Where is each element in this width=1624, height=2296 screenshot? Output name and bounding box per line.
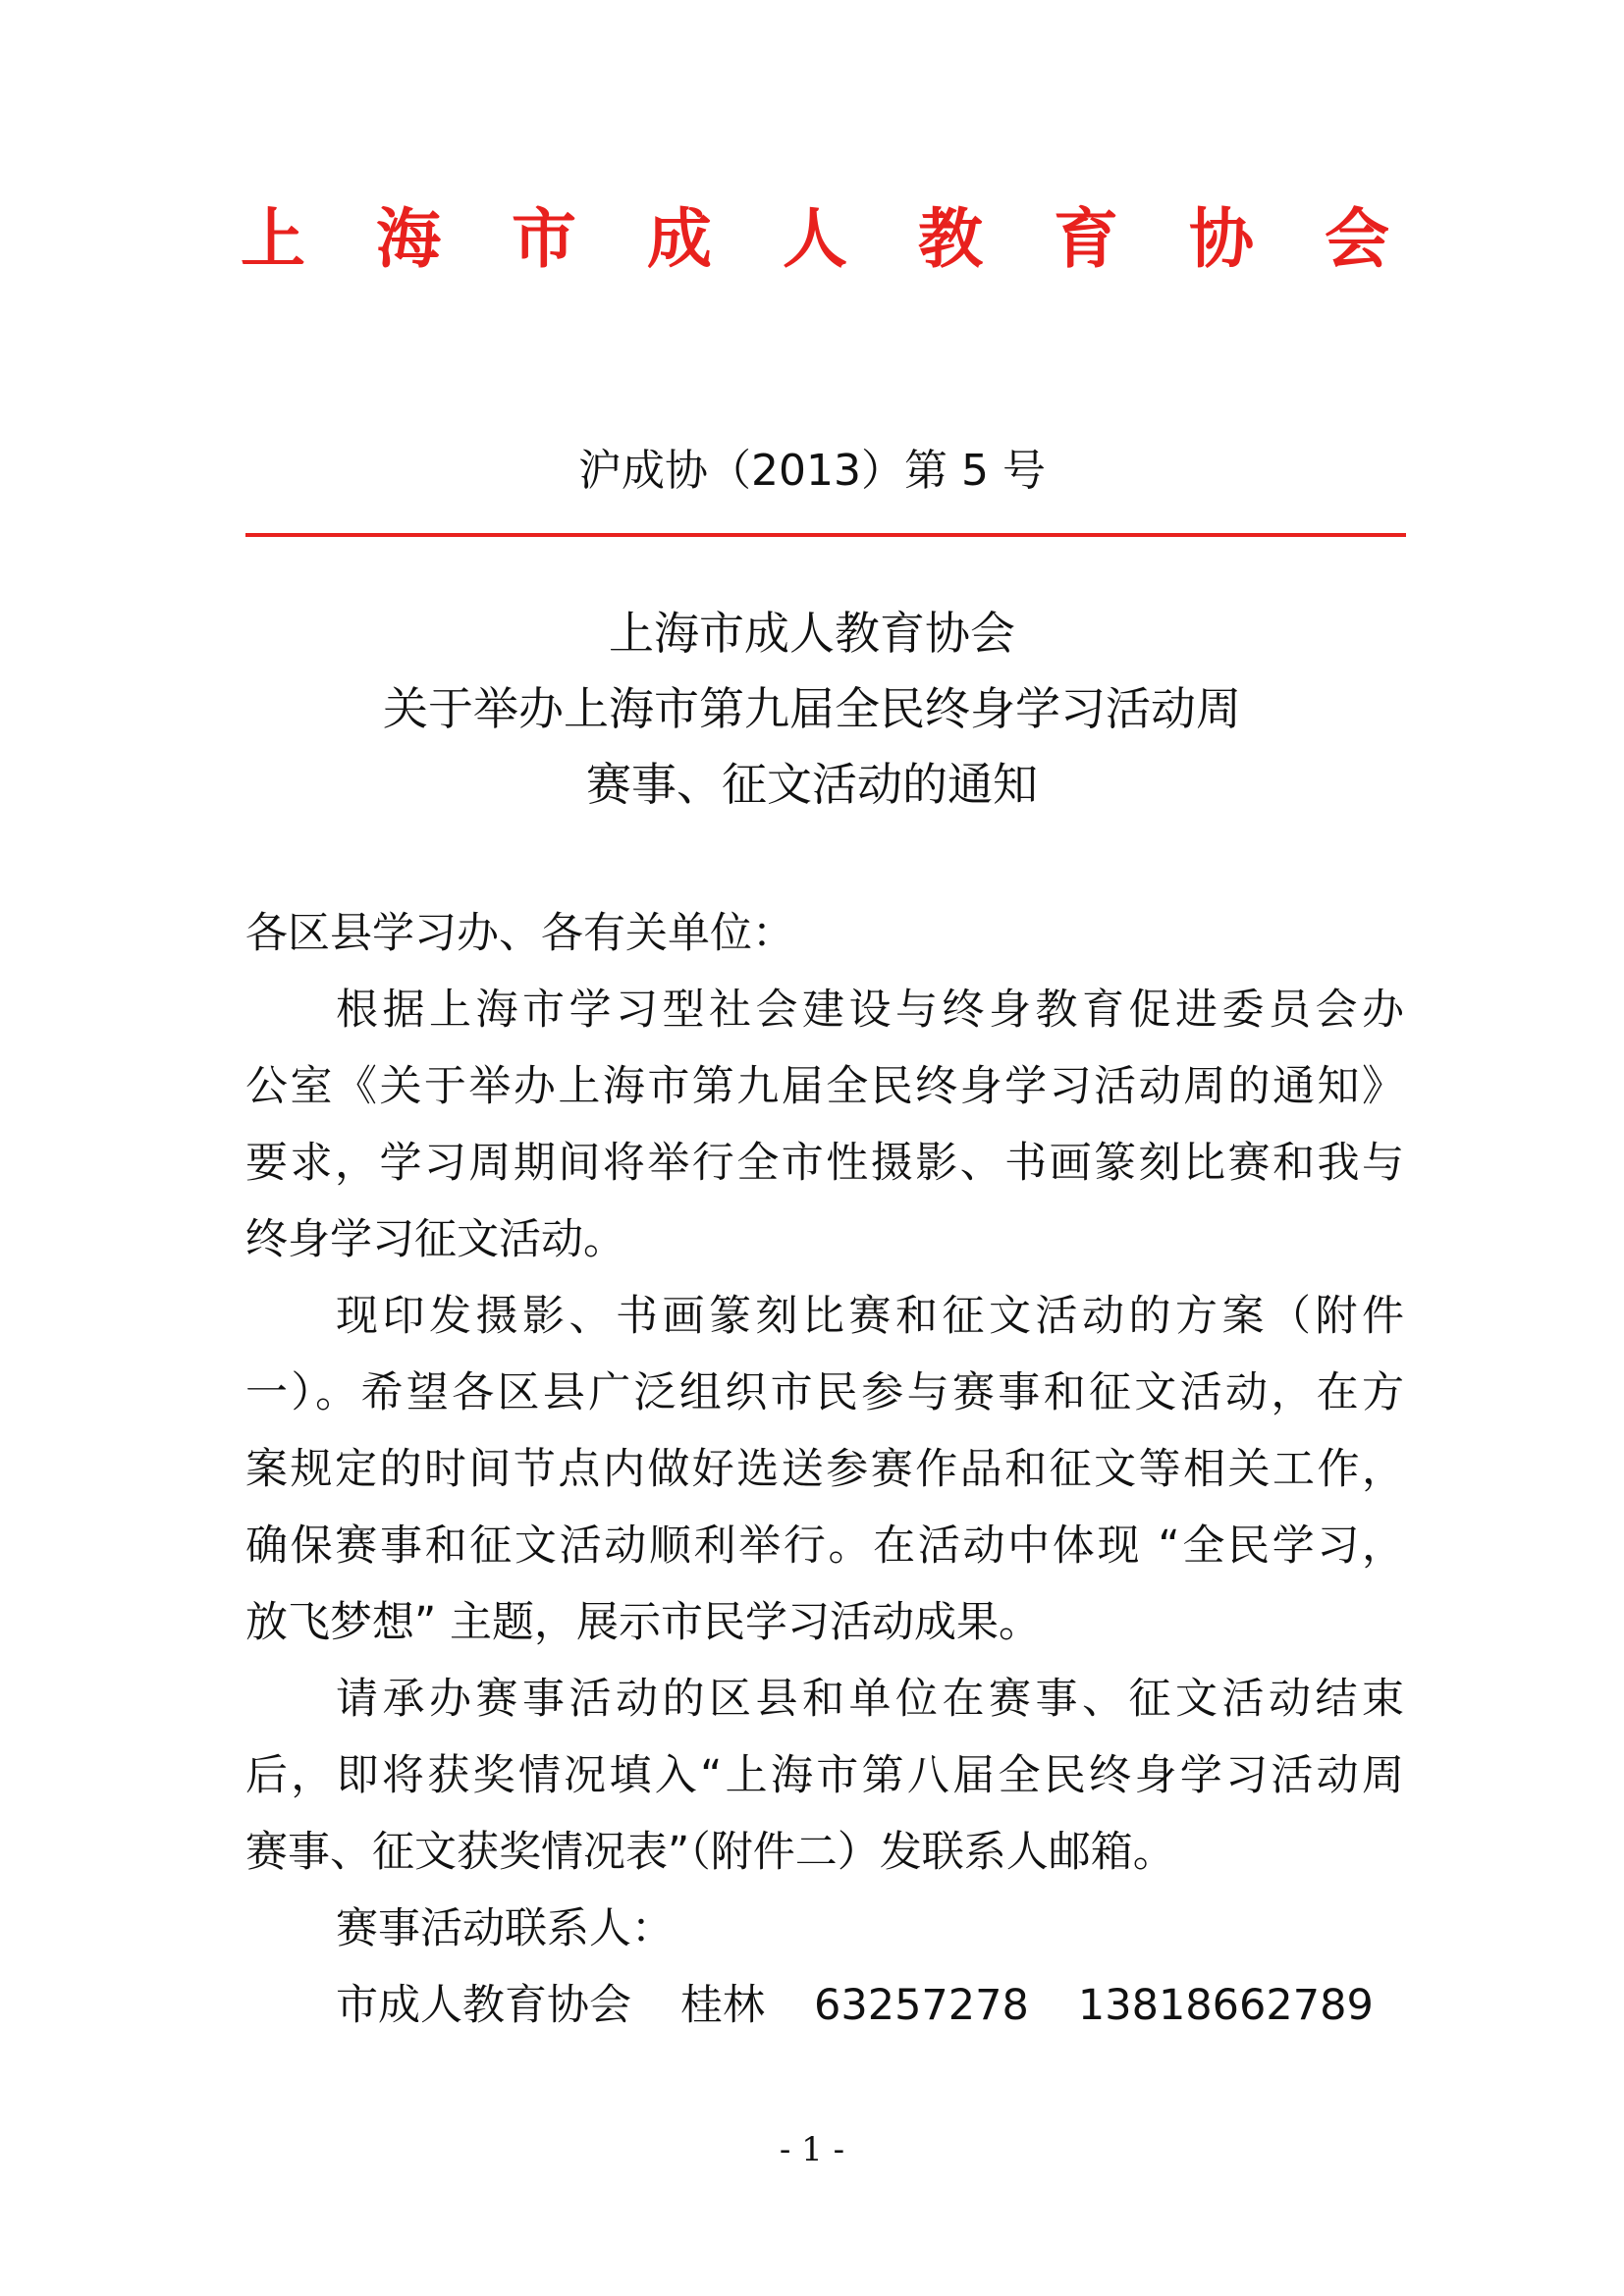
paragraph-1-line: 根据上海市学习型社会建设与终身教育促进委员会办 <box>336 986 1404 1035</box>
header-char: 教 <box>918 200 983 277</box>
title-line-1: 上海市成人教育协会 <box>609 607 1015 660</box>
paragraph-1-line: 公室《关于举办上海市第九届全民终身学习活动周的通知》 <box>245 1062 1404 1111</box>
paragraph-2-line: 放飞梦想” 主题，展示市民学习活动成果。 <box>245 1598 1041 1647</box>
paragraph-3-line: 赛事、征文获奖情况表”（附件二）发联系人邮箱。 <box>245 1828 1175 1877</box>
header-char: 育 <box>1054 200 1118 277</box>
paragraph-2-line: 一）。希望各区县广泛组织市民参与赛事和征文活动，在方 <box>245 1368 1404 1417</box>
header-char: 上 <box>241 200 305 277</box>
contact-line <box>245 1967 1404 2044</box>
paragraph-2-line: 现印发摄影、书画篆刻比赛和征文活动的方案（附件 <box>336 1292 1404 1341</box>
contact-mobile: 13818662789 <box>1077 1981 1374 2030</box>
contact-phone: 63257278 <box>814 1981 1029 2030</box>
red-divider-line <box>245 533 1406 537</box>
header-char: 协 <box>1189 200 1254 277</box>
paragraph-3-line: 请承办赛事活动的区县和单位在赛事、征文活动结束 <box>336 1675 1404 1724</box>
document-number: 沪成协（2013）第 5 号 <box>578 446 1046 496</box>
title-line-3: 赛事、征文活动的通知 <box>586 758 1038 811</box>
header-char: 会 <box>1325 200 1389 277</box>
paragraph-1-line: 终身学习征文活动。 <box>245 1215 625 1264</box>
page-number: - 1 - <box>779 2130 845 2169</box>
issuing-organization-header <box>241 194 1389 283</box>
header-char: 海 <box>376 200 441 277</box>
title-line-2: 关于举办上海市第九届全民终身学习活动周 <box>383 682 1241 735</box>
header-char: 市 <box>512 200 576 277</box>
contact-organization: 市成人教育协会 <box>336 1981 631 2030</box>
header-char: 成 <box>647 200 712 277</box>
document-body <box>245 895 1404 2044</box>
paragraph-2-line: 确保赛事和征文活动顺利举行。在活动中体现 “全民学习， <box>245 1522 1404 1571</box>
contact-name: 桂林 <box>680 1981 765 2030</box>
paragraph-2-line: 案规定的时间节点内做好选送参赛作品和征文等相关工作， <box>245 1445 1404 1494</box>
paragraph-3-line: 后，即将获奖情况填入“上海市第八届全民终身学习活动周 <box>245 1751 1404 1800</box>
document-title <box>0 596 1624 823</box>
salutation: 各区县学习办、各有关单位： <box>245 909 794 958</box>
paragraph-1-line: 要求，学习周期间将举行全市性摄影、书画篆刻比赛和我与 <box>245 1139 1404 1188</box>
header-char: 人 <box>783 200 847 277</box>
contact-label: 赛事活动联系人： <box>336 1904 674 1953</box>
